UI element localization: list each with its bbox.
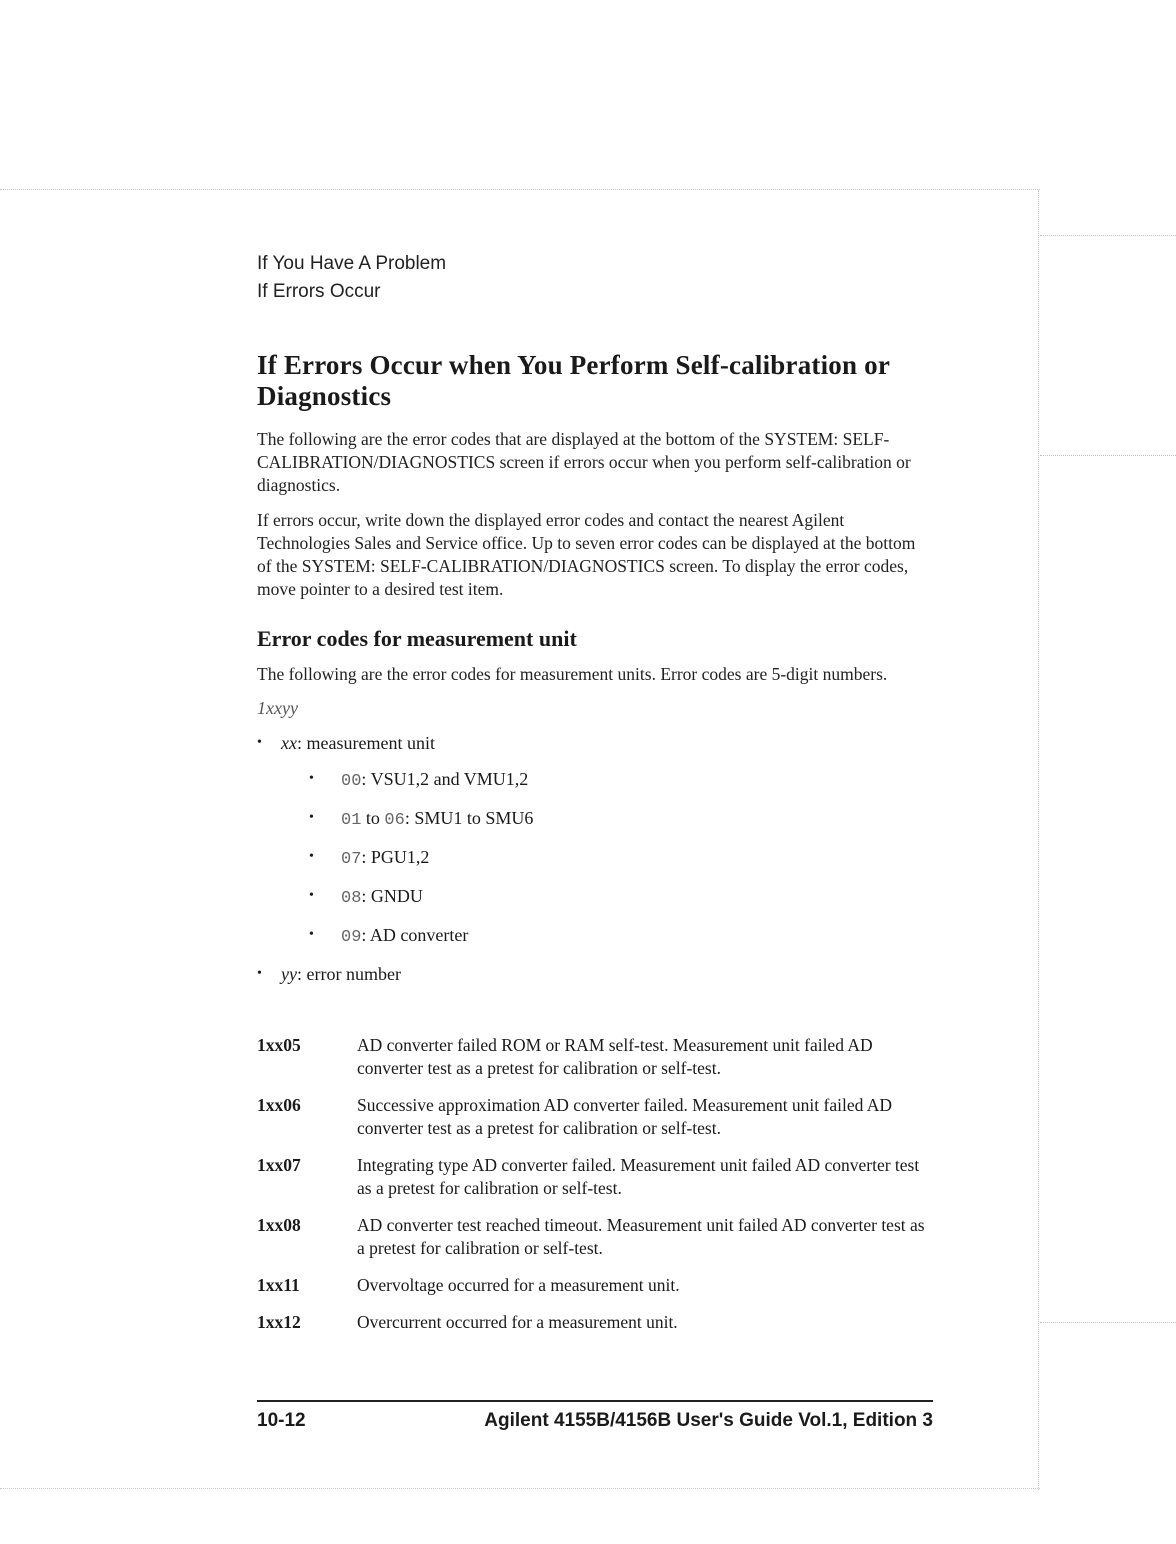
unit-desc: : GNDU <box>361 886 423 906</box>
list-item-yy <box>257 962 933 986</box>
unit-code: 08 <box>341 889 362 908</box>
table-row <box>257 1311 933 1348</box>
unit-code: 07 <box>341 850 362 869</box>
error-code: 1xx06 <box>257 1095 301 1115</box>
footer-rule <box>257 1400 933 1402</box>
unit-desc: : VSU1,2 and VMU1,2 <box>361 769 529 789</box>
error-description: AD converter failed ROM or RAM self-test. Measurement unit failed AD converter test as a pretest for calibration or self-test. <box>357 1035 873 1078</box>
list-item <box>289 884 933 911</box>
error-description: Overcurrent occurred for a measurement unit. <box>357 1312 678 1332</box>
list-item <box>289 767 933 794</box>
table-row <box>257 1094 933 1154</box>
list-item <box>289 845 933 872</box>
table-row <box>257 1214 933 1274</box>
error-description: Overvoltage occurred for a measurement unit. <box>357 1275 680 1295</box>
list-item-xx <box>257 731 933 950</box>
bullet-icon: • <box>309 849 314 864</box>
subsection-title: Error codes for measurement unit <box>257 626 577 651</box>
subsection-paragraph: The following are the error codes for measurement units. Error codes are 5-digit numbers. <box>257 664 888 684</box>
unit-code: 06 <box>384 811 405 830</box>
table-row <box>257 1274 933 1311</box>
error-code: 1xx12 <box>257 1312 301 1332</box>
section-intro-paragraph: The following are the error codes that are displayed at the bottom of the SYSTEM: SELF-CALIBRATION/DIAGNOSTICS screen if errors occur when you perform self-calibration or diagnostics. <box>257 429 911 495</box>
running-head <box>257 250 933 306</box>
table-row <box>257 1034 933 1094</box>
running-head-section: If Errors Occur <box>257 281 381 302</box>
bullet-icon: • <box>257 966 262 981</box>
field-desc-yy: : error number <box>296 964 401 984</box>
page-footer <box>257 1408 933 1434</box>
unit-code: 01 <box>341 811 362 830</box>
scan-edge-bottom <box>0 1488 1040 1489</box>
error-description: AD converter test reached timeout. Measurement unit failed AD converter test as a pretest for calibration or self-test. <box>357 1215 925 1258</box>
book-title: Agilent 4155B/4156B User's Guide Vol.1, Edition 3 <box>484 1410 933 1431</box>
error-description: Successive approximation AD converter failed. Measurement unit failed AD converter test as a pretest for calibration or self-test. <box>357 1095 893 1138</box>
table-row <box>257 1154 933 1214</box>
unit-desc: : PGU1,2 <box>361 847 430 867</box>
unit-code: 09 <box>341 928 362 947</box>
bullet-icon: • <box>309 888 314 903</box>
page-number: 10-12 <box>257 1410 306 1431</box>
scan-mark <box>1040 235 1176 236</box>
page-content <box>257 250 933 1348</box>
bullet-icon: • <box>309 771 314 786</box>
section-title: If Errors Occur when You Perform Self-calibration or Diagnostics <box>257 350 890 411</box>
field-var-yy: yy <box>281 964 297 984</box>
error-code: 1xx11 <box>257 1275 300 1295</box>
field-desc-xx: : measurement unit <box>296 733 435 753</box>
error-code-table <box>257 1034 933 1348</box>
list-item <box>289 923 933 950</box>
bullet-icon: • <box>309 810 314 825</box>
scan-mark <box>1040 455 1176 456</box>
error-code: 1xx05 <box>257 1035 301 1055</box>
bullet-icon: • <box>257 735 262 750</box>
scan-edge-top <box>0 189 1040 190</box>
error-code-format: 1xxyy <box>257 698 298 718</box>
bullet-icon: • <box>309 927 314 942</box>
code-field-list <box>257 731 933 986</box>
unit-desc: : SMU1 to SMU6 <box>404 808 534 828</box>
running-head-chapter: If You Have A Problem <box>257 253 447 274</box>
list-item <box>289 806 933 833</box>
error-code: 1xx07 <box>257 1155 301 1175</box>
unit-code: 00 <box>341 772 362 791</box>
section-instructions-paragraph: If errors occur, write down the displayed error codes and contact the nearest Agilent Technologies Sales and Service office. Up to seven error codes can be displayed at the bottom of the SYSTEM: SELF-CALIBRATION/DIAGNOSTICS screen. To display the error codes, move pointer to a desired test item. <box>257 510 916 599</box>
scan-edge-right <box>1038 190 1039 1490</box>
error-code: 1xx08 <box>257 1215 301 1235</box>
scan-mark <box>1040 1322 1176 1323</box>
unit-code-list <box>281 767 933 950</box>
unit-desc: : AD converter <box>361 925 469 945</box>
unit-code-connector: to <box>361 808 385 828</box>
field-var-xx: xx <box>281 733 297 753</box>
error-description: Integrating type AD converter failed. Measurement unit failed AD converter test as a pretest for calibration or self-test. <box>357 1155 920 1198</box>
